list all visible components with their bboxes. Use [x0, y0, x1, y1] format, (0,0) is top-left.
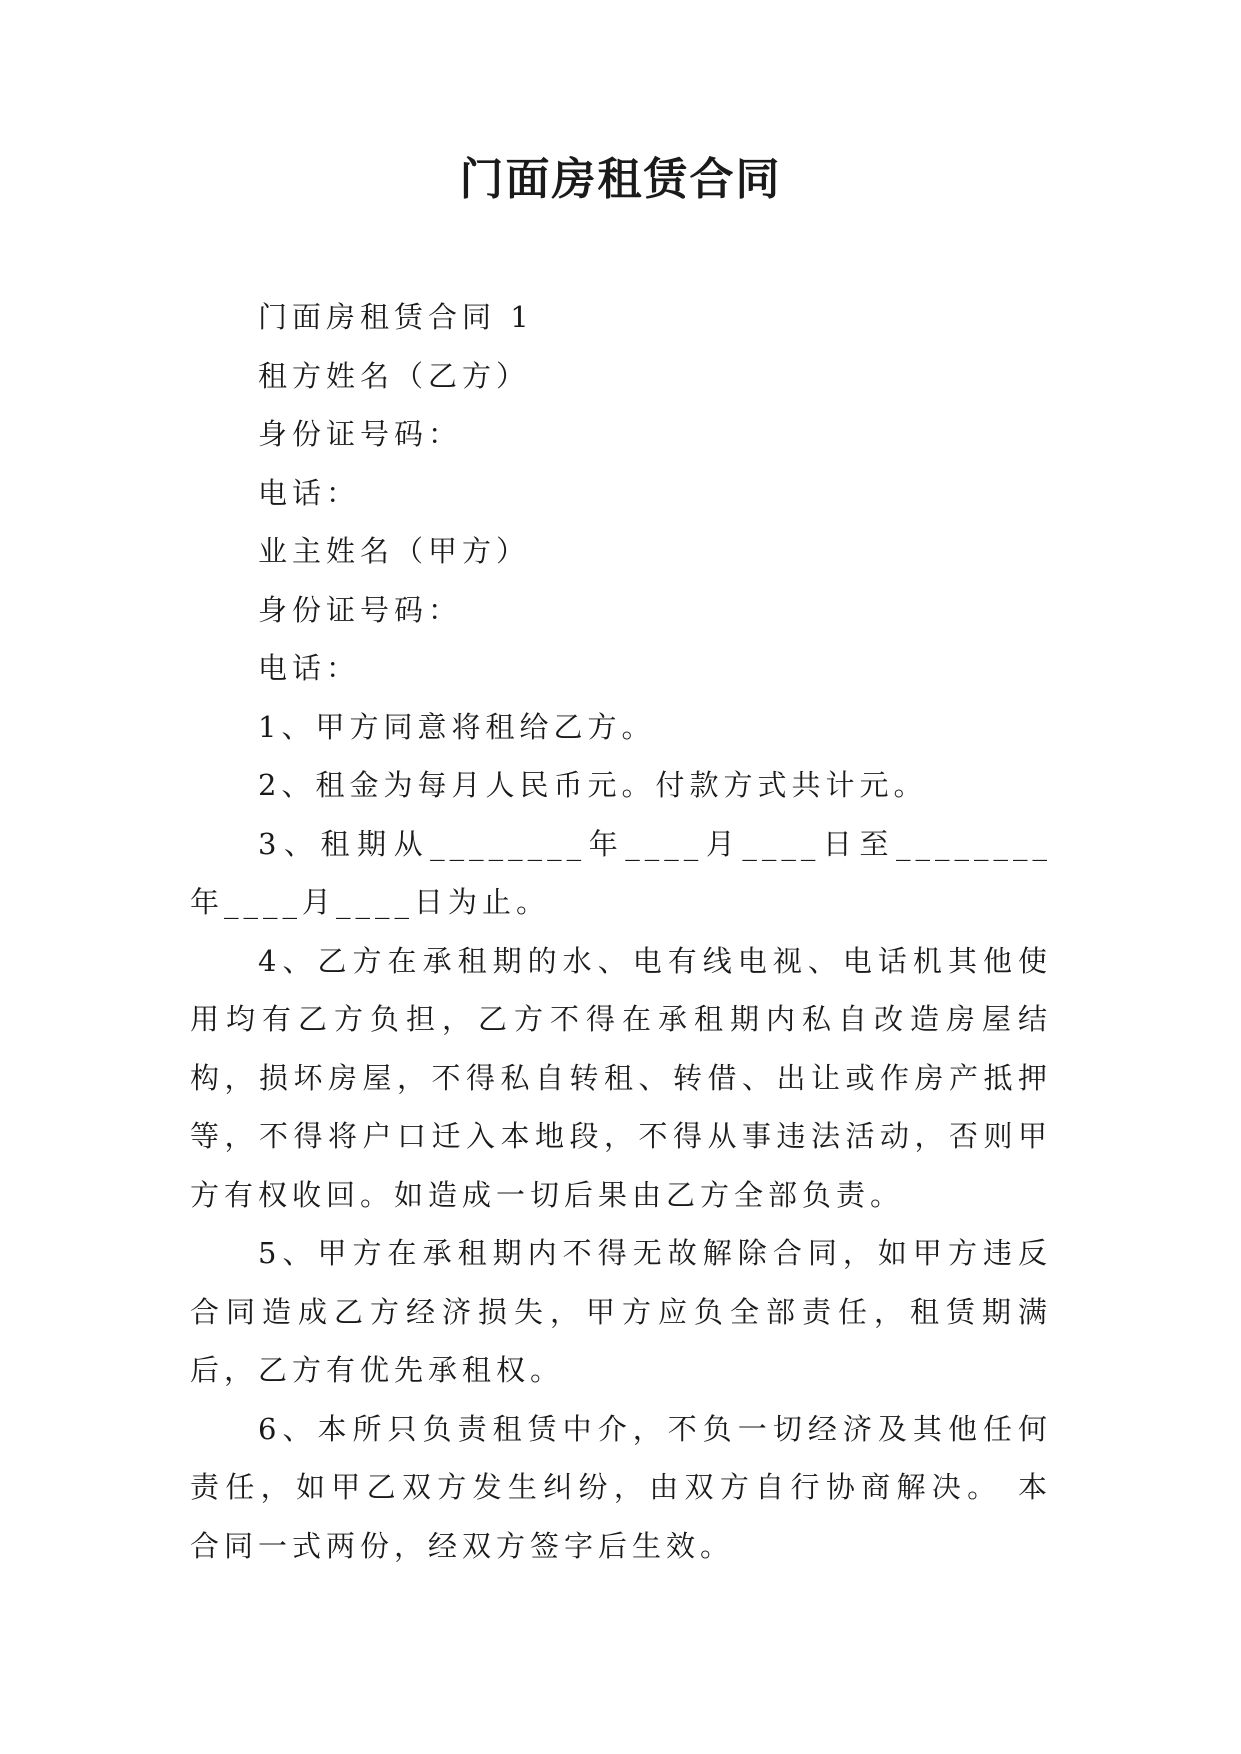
clause-2: 2、租金为每月人民币元。付款方式共计元。	[258, 768, 928, 802]
clause-5: 5、甲方在承租期内不得无故解除合同，如甲方违反合同造成乙方经济损失，甲方应负全部责任，租赁期满后，乙方有优先承租权。	[190, 1236, 1052, 1387]
clause-4: 4、乙方在承租期的水、电有线电视、电话机其他使用均有乙方负担，乙方不得在承租期内私自改造房屋结构，损坏房屋，不得私自转租、转借、出让或作房产抵押等，不得将户口迁入本地段，不得从事违法活动，否则甲方有权收回。如造成一切后果由乙方全部负责。	[190, 943, 1052, 1212]
clause-1: 1、甲方同意将租给乙方。	[258, 709, 656, 744]
paragraph-owner-id: 身份证号码：	[258, 592, 463, 627]
paragraph-subtitle: 门面房租赁合同 1	[258, 300, 534, 334]
clause-3: 3、租期从________年____月____日至________年____月____日为止。	[190, 826, 1052, 919]
clause-6: 6、本所只负责租赁中介，不负一切经济及其他任何责任，如甲乙双方发生纠纷，由双方自行协商解决。 本合同一式两份，经双方签字后生效。	[190, 1411, 1052, 1563]
document-title: 门面房租赁合同	[459, 154, 782, 205]
paragraph-tenant-id: 身份证号码：	[258, 417, 463, 451]
document-body	[190, 288, 1052, 1575]
paragraph-owner-name: 业主姓名（甲方）	[258, 534, 531, 568]
paragraph-owner-phone: 电话：	[258, 651, 361, 685]
paragraph-tenant-phone: 电话：	[258, 475, 361, 510]
paragraph-tenant-name: 租方姓名（乙方）	[258, 358, 531, 393]
